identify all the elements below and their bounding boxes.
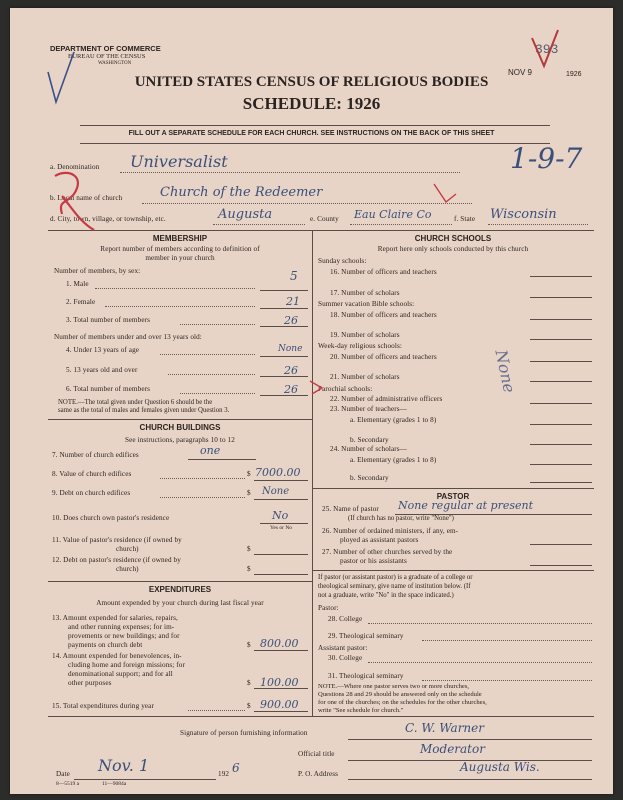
pastor-note3: for one of the churches; on the schedules for the other churches, [318,699,487,706]
membership-title: MEMBERSHIP [152,234,208,243]
summer-label: Summer vacation Bible schools: [318,300,415,308]
q6-value: 26 [284,383,298,396]
q13-label-4: payments on church debt [68,641,143,649]
q31-label: 31. Theological seminary [328,672,404,680]
q14-label-3: denominational support; and for all [68,670,173,678]
q19-label: 19. Number of scholars [330,331,400,339]
pastor-note1: NOTE.—Where one pastor serves two or more churches, [318,683,470,690]
schools-none-mark: None [491,348,520,395]
pastor-title: PASTOR [436,492,470,501]
q2-value: 21 [286,295,300,308]
form-title: UNITED STATES CENSUS OF RELIGIOUS BODIES [134,74,489,90]
q21-label: 21. Number of scholars [330,373,400,381]
q27-label-2: pastor or his assistants [340,557,407,565]
expenditures-title: EXPENDITURES [148,585,212,594]
q9-value: None [262,486,290,497]
q11-dollar: $ [247,545,251,553]
q14-dollar: $ [247,679,251,687]
q11-label-2: church) [116,545,139,553]
q30-label: 30. College [328,654,363,662]
q13-label-3: provements or new buildings; and for [68,632,180,640]
q25-note: (If church has no pastor, write "None") [348,515,454,522]
q23b-label: b. Secondary [350,436,389,444]
state-label: f. State [454,215,476,223]
q8-dollar: $ [247,470,251,478]
q4-value: None [278,344,303,354]
q29-label: 29. Theological seminary [328,632,404,640]
signature-label: Signature of person furnishing information [180,729,308,737]
membership-sub2: member in your church [145,254,215,262]
q17-label: 17. Number of scholars [330,289,400,297]
q24b-label: b. Secondary [350,474,389,482]
stamp-date: NOV 9 [508,68,533,77]
q1-label: 1. Male [66,280,89,288]
q26-label: 26. Number of ordained ministers, if any, em- [322,527,459,535]
q25-value: None regular at present [398,499,534,512]
q10-label: 10. Does church own pastor's residence [52,514,170,522]
grad-note3: not a graduate, write "No" in the space indicated.) [318,592,454,599]
official-title-value: Moderator [420,742,485,756]
membership-note2: same as the total of males and females given under Question 3. [58,407,230,414]
signature-value: C. W. Warner [405,721,484,735]
q5-value: 26 [284,364,298,377]
buildings-sub: See instructions, paragraphs 10 to 12 [125,436,235,444]
asst-pastor-label: Assistant pastor: [318,644,368,652]
schools-sub: Report here only schools conducted by this church [377,245,529,253]
q24a-label: a. Elementary (grades 1 to 8) [350,456,437,464]
q8-value: 7000.00 [255,466,301,479]
code-value: 1-9-7 [510,142,583,175]
stamp-number: 393 [535,42,559,57]
membership-sub1: Report number of members according to definition of [100,245,260,253]
pastor-label: Pastor: [318,604,339,612]
expenditures-sub: Amount expended by your church during last fiscal year [96,599,264,607]
blue-check-mark-left [48,52,74,102]
po-address-value: Augusta Wis. [460,760,540,774]
dept-name: DEPARTMENT OF COMMERCE [50,44,161,53]
q8-label: 8. Value of church edifices [52,470,132,478]
q1-value: 5 [290,269,298,283]
q13-label: 13. Amount expended for salaries, repairs, [52,614,178,622]
form-subtitle: SCHEDULE: 1926 [242,94,381,113]
q20-label: 20. Number of officers and teachers [330,353,437,361]
q14-label-2: cluding home and foreign missions; for [68,661,185,669]
pastor-note2: Questions 28 and 29 should be answered only on the schedule [318,691,482,698]
city-value: Augusta [218,207,273,222]
q24-label: 24. Number of scholars— [330,445,407,453]
q18-label: 18. Number of officers and teachers [330,311,437,319]
red-tick-mark [434,184,456,202]
q23-label: 23. Number of teachers— [330,405,407,413]
q3-value: 26 [284,314,298,327]
under-over-label: Number of members under and over 13 years old: [54,333,202,341]
red-check-mark-top [532,30,558,66]
grad-note1: If pastor (or assistant pastor) is a graduate of a college or [318,574,473,581]
membership-note1: NOTE.—The total given under Question 6 should be the [58,399,213,406]
q6-label: 6. Total number of members [66,385,151,393]
q9-dollar: $ [247,489,251,497]
buildings-title: CHURCH BUILDINGS [139,423,221,432]
grad-note2: theological seminary, give name of institution below. (If [318,583,471,590]
census-schedule-page [10,8,613,794]
parochial-label: Parochial schools: [318,385,373,393]
pen-marks [10,8,613,794]
year-prefix: 192 [218,770,230,778]
q15-value: 900.00 [260,698,299,711]
date-value: Nov. 1 [98,756,150,775]
q10-value: No [272,509,289,522]
po-address-label: P. O. Address [298,770,339,778]
q28-label: 28. College [328,615,363,623]
county-label: e. County [310,215,339,223]
pastor-note4: write "See schedule for church." [318,707,404,714]
q3-label: 3. Total number of members [66,316,151,324]
q23a-label: a. Elementary (grades 1 to 8) [350,416,437,424]
date-label: Date [56,770,70,778]
q12-dollar: $ [247,565,251,573]
q16-label: 16. Number of officers and teachers [330,268,437,276]
q15-label: 15. Total expenditures during year [52,702,154,710]
local-name-label: b. Local name of church [50,194,123,202]
red-tick-membership [310,381,322,394]
q12-label-2: church) [116,565,139,573]
schools-title: CHURCH SCHOOLS [414,234,492,243]
q12-label: 12. Debt on pastor's residence (if owned by [52,556,181,564]
instruction-line: FILL OUT A SEPARATE SCHEDULE FOR EACH CHURCH. SEE INSTRUCTIONS ON THE BACK OF THIS SHEET [128,130,495,137]
city-name: WASHINGTON [98,61,132,66]
denomination-label: a. Denomination [50,163,100,171]
sunday-label: Sunday schools: [318,257,367,265]
form-number-2: 11—9084a [102,781,127,787]
q11-label: 11. Value of pastor's residence (if owned by [52,536,182,544]
state-value: Wisconsin [490,207,557,222]
q13-value: 800.00 [260,637,299,650]
q2-label: 2. Female [66,298,96,306]
bureau-name: BUREAU OF THE CENSUS [68,53,146,60]
q14-label-4: other purposes [68,679,112,687]
official-title-label: Official title [298,750,335,758]
q25-label: 25. Name of pastor [322,505,379,513]
q27-label: 27. Number of other churches served by the [322,548,453,556]
q22-label: 22. Number of administrative officers [330,395,443,403]
q9-label: 9. Debt on church edifices [52,489,131,497]
q13-dollar: $ [247,641,251,649]
county-value: Eau Claire Co [354,208,432,221]
q13-label-2: and other running expenses; for im- [68,623,175,631]
q5-label: 5. 13 years old and over [66,366,138,374]
weekday-label: Week-day religious schools: [318,342,402,350]
q14-value: 100.00 [260,676,299,689]
q7-label: 7. Number of church edifices [52,451,139,459]
denomination-value: Universalist [130,152,228,171]
by-sex-label: Number of members, by sex: [54,267,141,275]
city-label: d. City, town, village, or township, etc. [50,215,166,223]
q26-label-2: ployed as assistant pastors [340,536,419,544]
form-number-1: 8—5519 a [56,781,80,787]
stamp-year: 1926 [566,71,582,78]
q7-value: one [200,444,221,457]
q15-dollar: $ [247,702,251,710]
q14-label: 14. Amount expended for benevolences, in- [52,652,182,660]
local-name-value: Church of the Redeemer [160,185,323,200]
yes-no-hint: Yes or No [270,525,293,531]
year-value: 6 [232,761,240,775]
q4-label: 4. Under 13 years of age [66,346,140,354]
red-r-mark [55,173,94,230]
